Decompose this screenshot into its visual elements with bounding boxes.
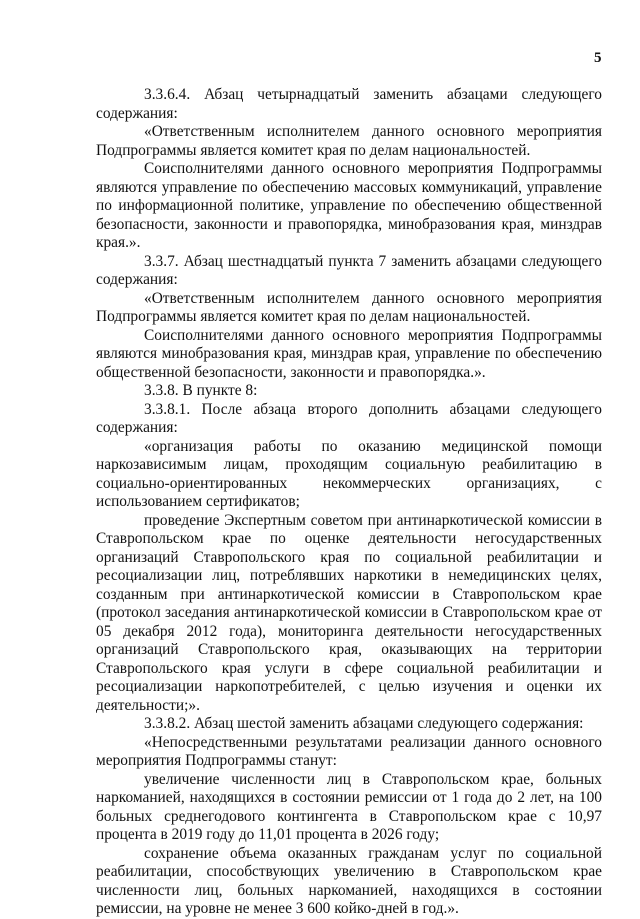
paragraph-3-3-8: 3.3.8. В пункте 8: (144, 382, 258, 399)
paragraph-direct-results: «Непосредственными результатами реализации данного основного мероприятия Подпрограммы станут: (96, 733, 602, 769)
paragraph-3-3-8-2: 3.3.8.2. Абзац шестой заменить абзацами следующего содержания: (144, 715, 584, 732)
paragraph-medical-help: «организация работы по оказанию медицинской помощи наркозависимым лицам, проходящим социальную реабилитацию в социально-ориентированных некоммерческих организациях, с использованием сертификатов; (96, 437, 602, 510)
paragraph-3-3-8-1: 3.3.8.1. После абзаца второго дополнить абзацами следующего содержания: (96, 400, 602, 436)
paragraph-co-executors-1: Соисполнителями данного основного мероприятия Подпрограммы являются управление по обеспечению массовых коммуникаций, управление по информационной политике, управление по обеспечению общественной безопасности, законности и правопорядка, минобразования края, минздрав края.». (96, 160, 602, 251)
paragraph-responsible-executor-1: «Ответственным исполнителем данного основного мероприятия Подпрограммы является комитет края по делам национальностей. (96, 123, 602, 159)
paragraph-increase-remission: увеличение численности лиц в Ставропольском крае, больных наркоманией, находящихся в состоянии ремиссии от 1 года до 2 лет, на 100 больных среднегодового контингента в Ставропольском крае с 10,97 процента в 2019 году до 11,01 процента в 2026 году; (96, 770, 602, 843)
paragraph-expert-council: проведение Экспертным советом при антинаркотической комиссии в Ставропольском крае по оценке деятельности негосударственных организаций Ставропольского края по социальной реабилитации и ресоциализации лиц, потреблявших наркотики в немедицинских целях, созданным при антинаркотической комиссии в Ставропольском крае (протокол заседания антинаркотической комиссии в Ставропольском крае от 05 декабря 2012 года), мониторинга деятельности негосударственных организаций Ставропольского края, оказывающих на территории Ставропольского края услуги в сфере социальной реабилитации и ресоциализации наркопотребителей, с целью изучения и оценки их деятельности;». (96, 511, 602, 714)
paragraph-preserve-services: сохранение объема оказанных гражданам услуг по социальной реабилитации, способствующих увеличению в Ставропольском крае численности лиц, больных наркоманией, находящихся в состоянии ремиссии, на уровне не менее 3 600 койко-дней в год.». (96, 844, 602, 917)
paragraph-co-executors-2: Соисполнителями данного основного мероприятия Подпрограммы являются минобразования края, минздрав края, управление по обеспечению общественной безопасности, законности и правопорядка.». (96, 326, 602, 381)
paragraph-3-3-6-4: 3.3.6.4. Абзац четырнадцатый заменить абзацами следующего содержания: (96, 86, 602, 122)
document-body (96, 86, 602, 919)
paragraph-3-3-7: 3.3.7. Абзац шестнадцатый пункта 7 заменить абзацами следующего содержания: (96, 252, 602, 288)
page-number: 5 (594, 50, 602, 66)
paragraph-responsible-executor-2: «Ответственным исполнителем данного основного мероприятия Подпрограммы является комитет края по делам национальностей. (96, 289, 602, 325)
